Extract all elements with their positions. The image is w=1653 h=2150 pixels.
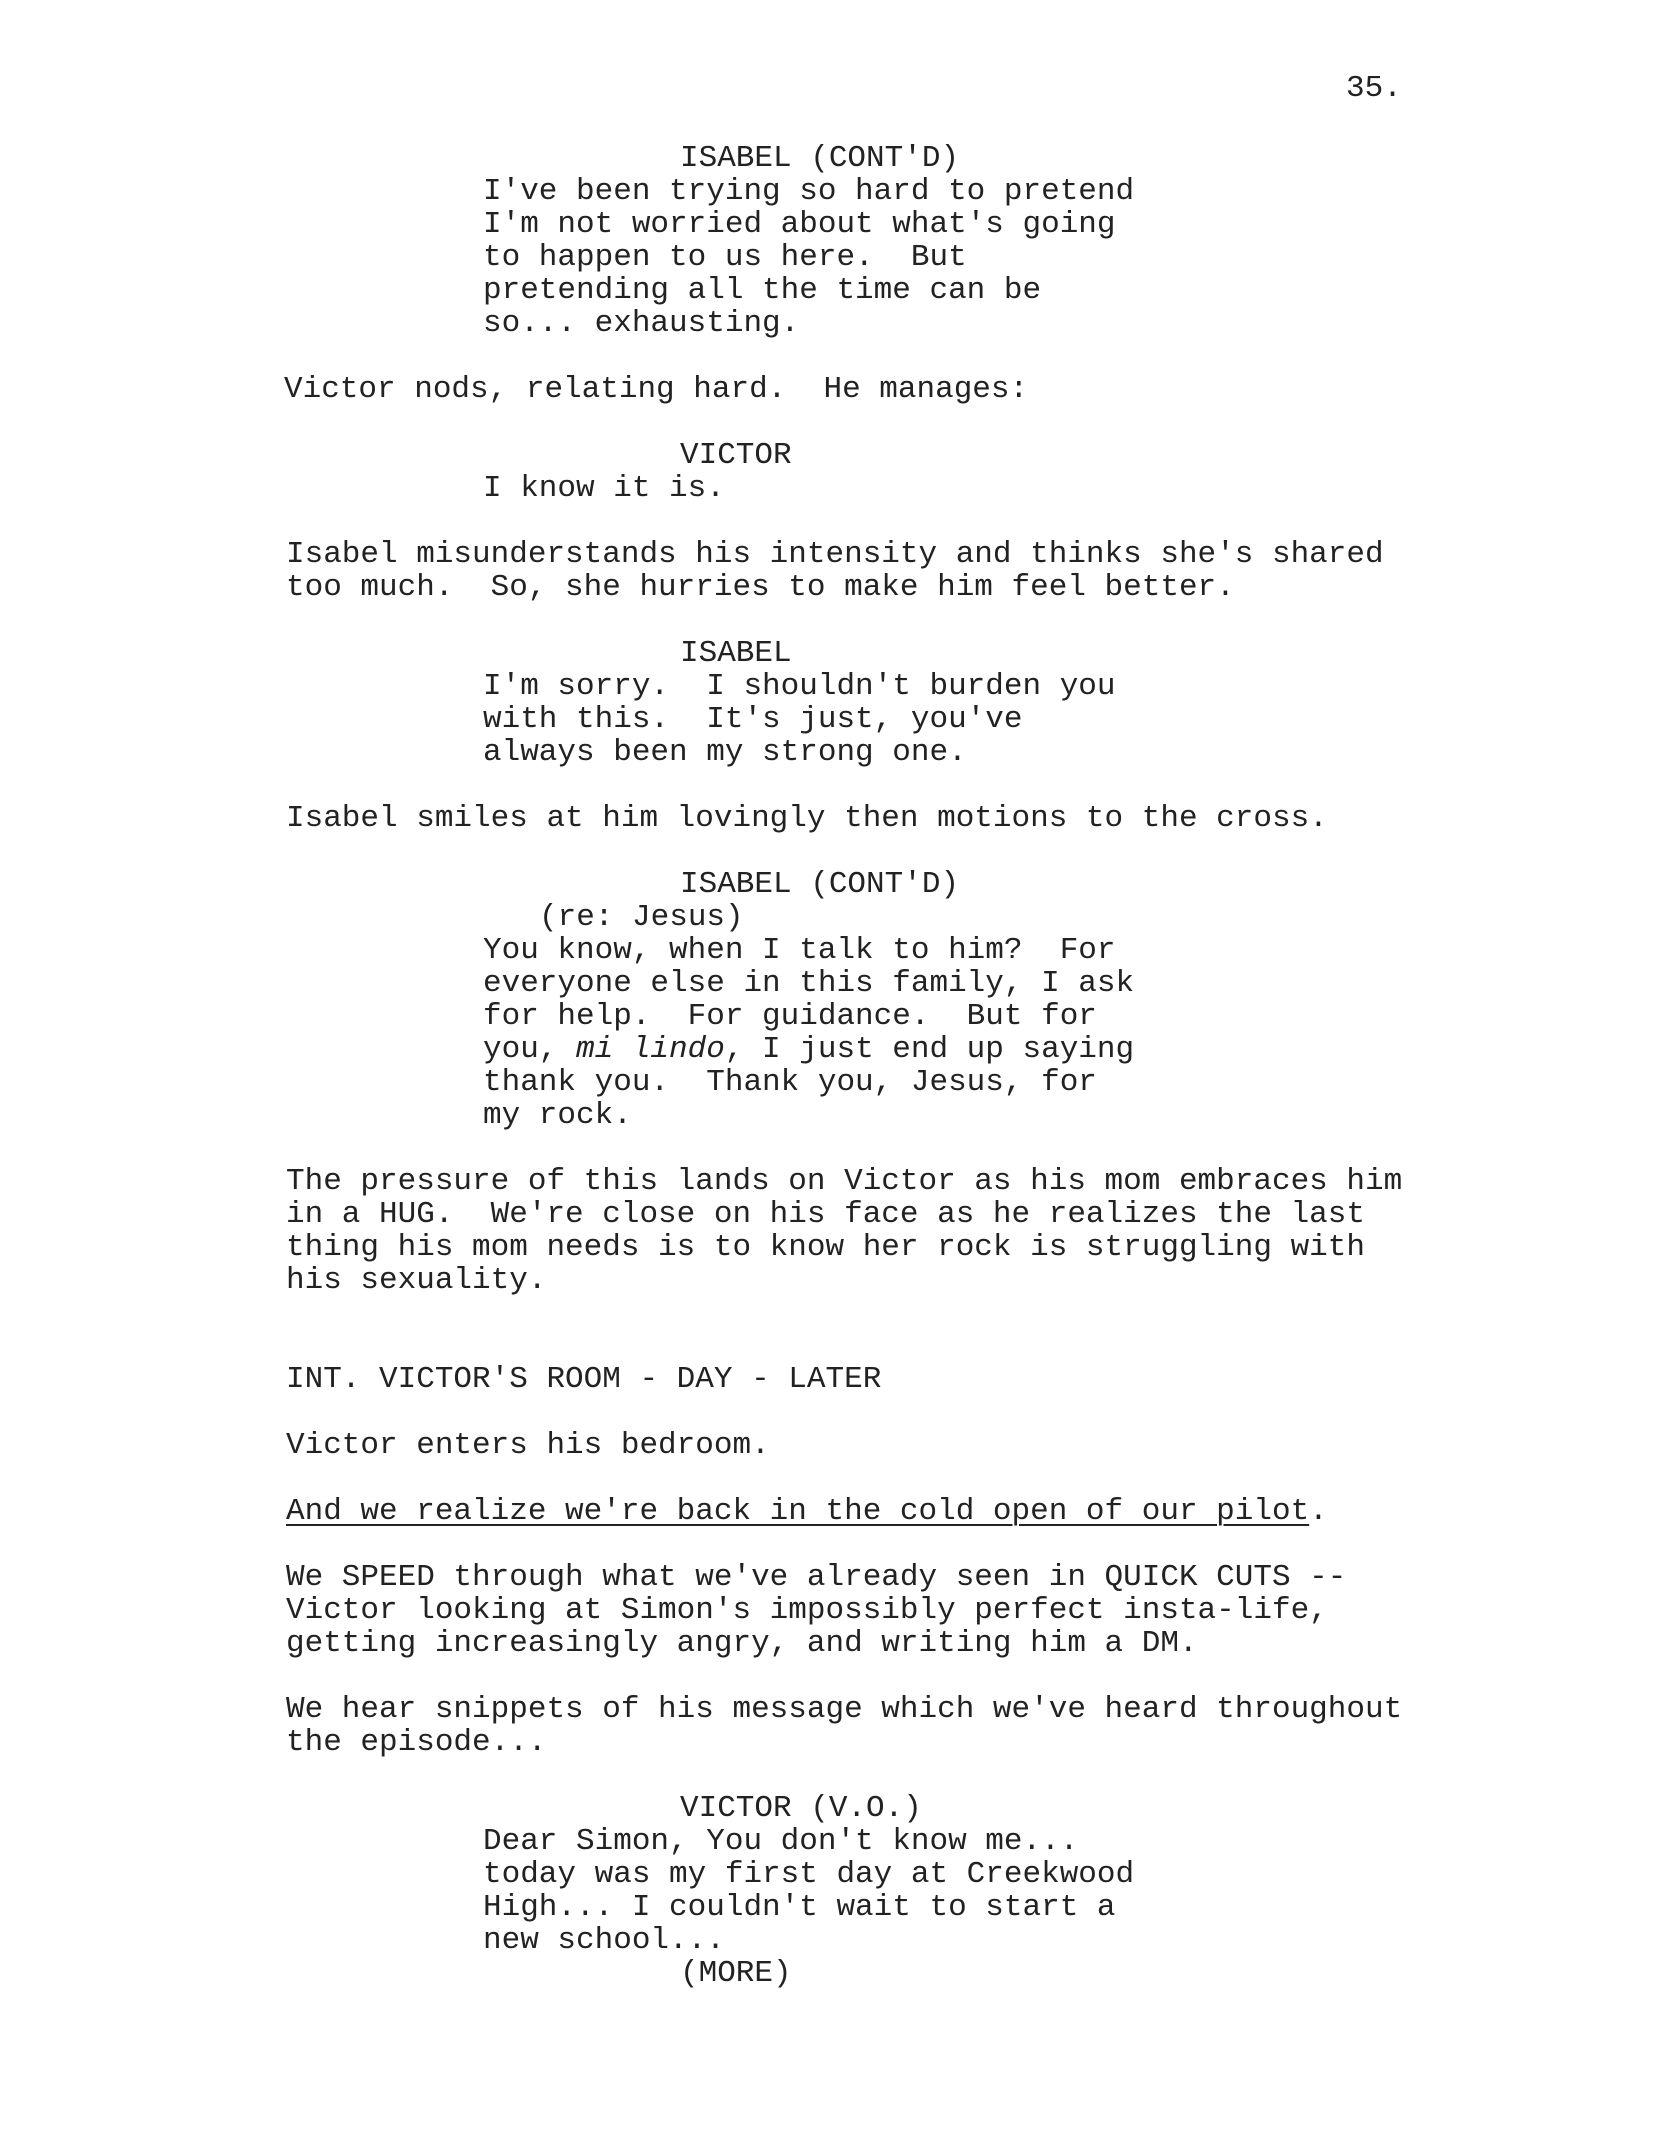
dialogue-line: everyone else in this family, I ask [483,966,1135,1001]
action-line: getting increasingly angry, and writing him a DM. [286,1626,1198,1661]
underlined-phrase: And we realize we're back in the cold open of our pilot [286,1494,1310,1529]
page-number: 35. [1346,71,1402,106]
dialogue-line: thank you. Thank you, Jesus, for [483,1065,1097,1100]
dialogue-line: You know, when I talk to him? For [483,933,1116,968]
action-line: Victor looking at Simon's impossibly perfect insta-life, [286,1593,1328,1628]
dialogue-line: always been my strong one. [483,735,967,770]
action-line: We SPEED through what we've already seen in QUICK CUTS -- [286,1560,1347,1595]
dialogue-line [483,1033,1134,1066]
action-line: the episode... [286,1725,547,1760]
dialogue-line: so... exhausting. [483,306,800,341]
character-name: ISABEL (CONT'D) [680,141,960,176]
dialogue-line: new school... [483,1923,725,1958]
character-name: VICTOR [680,438,792,473]
dialogue-line: my rock. [483,1098,632,1133]
dialogue-fragment: you, [483,1032,577,1067]
action-line: his sexuality. [286,1263,547,1298]
action-line: too much. So, she hurries to make him feel better. [286,570,1235,605]
dialogue-line: with this. It's just, you've [483,702,1023,737]
dialogue-line: I know it is. [483,471,725,506]
dialogue-line: pretending all the time can be [483,273,1042,308]
dialogue-line: to happen to us here. But [483,240,967,275]
scene-heading: INT. VICTOR'S ROOM - DAY - LATER [286,1362,882,1397]
action-line: thing his mom needs is to know her rock is struggling with [286,1230,1365,1265]
dialogue-line: I'm not worried about what's going [483,207,1116,242]
dialogue-fragment: , I just end up saying [724,1032,1135,1067]
action-line: Isabel smiles at him lovingly then motions to the cross. [286,801,1328,836]
character-name: ISABEL (CONT'D) [680,867,960,902]
action-line: Victor enters his bedroom. [286,1428,770,1463]
dialogue-line: Dear Simon, You don't know me... [483,1824,1079,1859]
action-line: Victor nods, relating hard. He manages: [284,372,1029,407]
dialogue-line: I'm sorry. I shouldn't burden you [483,669,1116,704]
action-line: Isabel misunderstands his intensity and thinks she's shared [286,537,1384,572]
punctuation: . [1309,1494,1328,1529]
character-name: ISABEL [680,636,792,671]
dialogue-line: today was my first day at Creekwood [483,1857,1135,1892]
action-line: We hear snippets of his message which we've heard throughout [286,1692,1403,1727]
more-marker: (MORE) [680,1956,792,1991]
parenthetical: (re: Jesus) [539,900,744,935]
dialogue-line: High... I couldn't wait to start a [483,1890,1116,1925]
action-line: in a HUG. We're close on his face as he realizes the last [286,1197,1365,1232]
action-line: The pressure of this lands on Victor as his mom embraces him [286,1164,1403,1199]
dialogue-line: for help. For guidance. But for [483,999,1097,1034]
dialogue-line: I've been trying so hard to pretend [483,174,1135,209]
italic-phrase: mi lindo [576,1032,725,1067]
character-name: VICTOR (V.O.) [680,1791,922,1826]
action-line [286,1495,1328,1528]
